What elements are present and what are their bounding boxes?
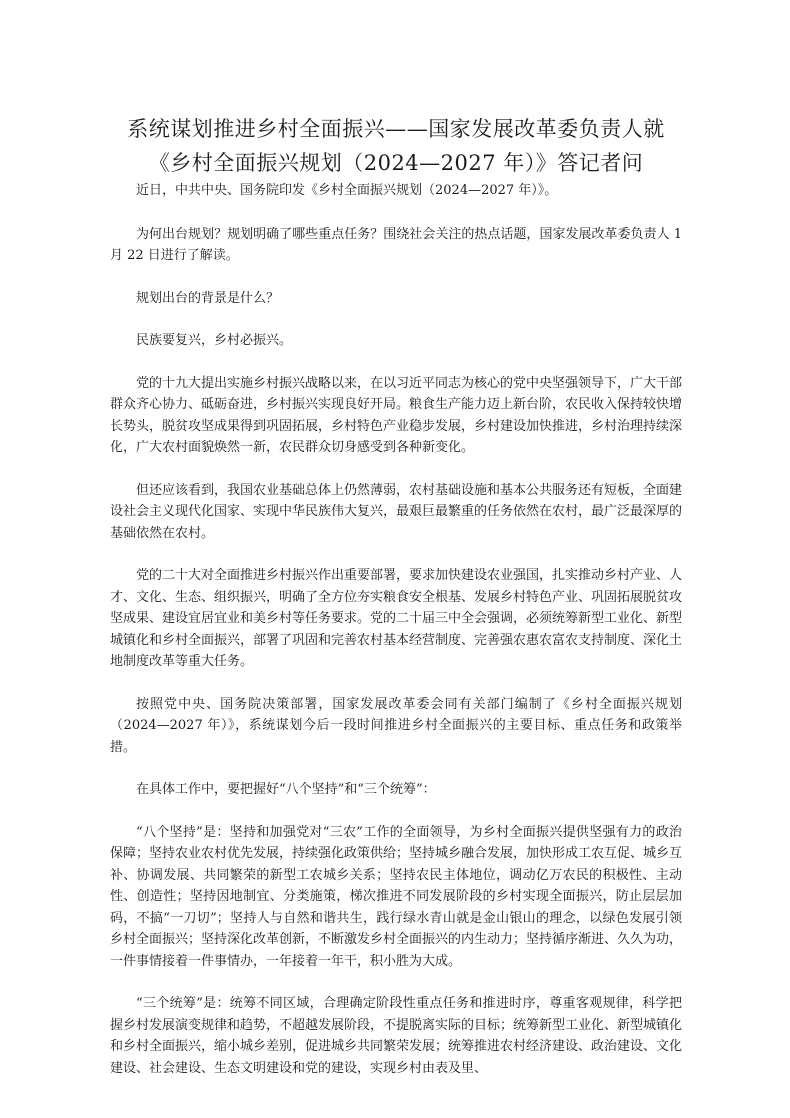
paragraph-19th-congress: 党的十九大提出实施乡村振兴战略以来，在以习近平同志为核心的党中央坚强领导下，广大干部群众齐心协力、砥砺奋进，乡村振兴实现良好开局。粮食生产能力迈上新台阶，农民收入保持较快增长势头，脱贫攻坚成果得到巩固拓展，乡村特色产业稳步发展，乡村建设加快推进，乡村治理持续深化，广大农村面貌焕然一新，农民群众切身感受到各种新变化。 [110, 375, 683, 455]
paragraph-three-coordinations: “三个统筹”是：统筹不同区域，合理确定阶段性重点任务和推进时序，尊重客观规律，科学把握乡村发展演变规律和趋势，不超越发展阶段，不提脱离实际的目标；统筹新型工业化、新型城镇化和乡村全面振兴，缩小城乡差别，促进城乡共同繁荣发展；统筹推进农村经济建设、政治建设、文化建设、社会建设、生态文明建设和党的建设，实现乡村由表及里、 [110, 996, 683, 1076]
paragraph-20th-congress: 党的二十大对全面推进乡村振兴作出重要部署，要求加快建设农业强国，扎实推动乡村产业、人才、文化、生态、组织振兴，明确了全方位夯实粮食安全根基、发展乡村特色产业、巩固拓展脱贫攻坚成果、建设宜居宜业和美乡村等任务要求。党的二十届三中全会强调，必须统筹新型工业化、新型城镇化和乡村全面振兴，部署了巩固和完善农村基本经营制度、完善强农惠农富农支持制度、深化土地制度改革等重大任务。 [110, 568, 683, 669]
paragraph-principles-intro: 在具体工作中，要把握好“八个坚持”和“三个统筹”： [136, 782, 436, 797]
paragraph-questions: 为何出台规划？规划明确了哪些重点任务？围绕社会关注的热点话题，国家发展改革委负责人 1 月 22 日进行了解读。 [110, 226, 682, 263]
paragraph-plan-drafting: 按照党中央、国务院决策部署，国家发展改革委会同有关部门编制了《乡村全面振兴规划（2024—2027 年）》，系统谋划今后一段时间推进乡村全面振兴的主要目标、重点任务和政策举措。 [110, 696, 682, 755]
title-line-1: 系统谋划推进乡村全面振兴——国家发展改革委负责人就 [127, 117, 665, 141]
document-page [110, 112, 682, 1100]
title-line-2: 《乡村全面振兴规划（2024—2027 年）》答记者问 [148, 151, 644, 175]
document-title [110, 112, 682, 180]
paragraph-intro: 近日，中共中央、国务院印发《乡村全面振兴规划（2024—2027 年）》。 [136, 183, 558, 198]
paragraph-weak-foundation: 但还应该看到，我国农业基础总体上仍然薄弱，农村基础设施和基本公共服务还有短板，全面建设社会主义现代化国家、实现中华民族伟大复兴，最艰巨最繁重的任务依然在农村，最广泛最深厚的基础依然在农村。 [110, 482, 683, 541]
paragraph-eight-adherences: “八个坚持”是：坚持和加强党对“三农”工作的全面领导，为乡村全面振兴提供坚强有力的政治保障；坚持农业农村优先发展，持续强化政策供给；坚持城乡融合发展，加快形成工农互促、城乡互补、协调发展、共同繁荣的新型工农城乡关系；坚持农民主体地位，调动亿万农民的积极性、主动性、创造性；坚持因地制宜、分类施策，梯次推进不同发展阶段的乡村实现全面振兴，防止层层加码，不搞“一刀切”；坚持人与自然和谐共生，践行绿水青山就是金山银山的理念，以绿色发展引领乡村全面振兴；坚持深化改革创新，不断激发乡村全面振兴的内生动力；坚持循序渐进、久久为功，一件事情接着一件事情办，一年接着一年干，积小胜为大成。 [110, 824, 683, 969]
paragraph-background-question: 规划出台的背景是什么？ [136, 290, 280, 306]
paragraph-revival: 民族要复兴，乡村必振兴。 [136, 333, 293, 348]
